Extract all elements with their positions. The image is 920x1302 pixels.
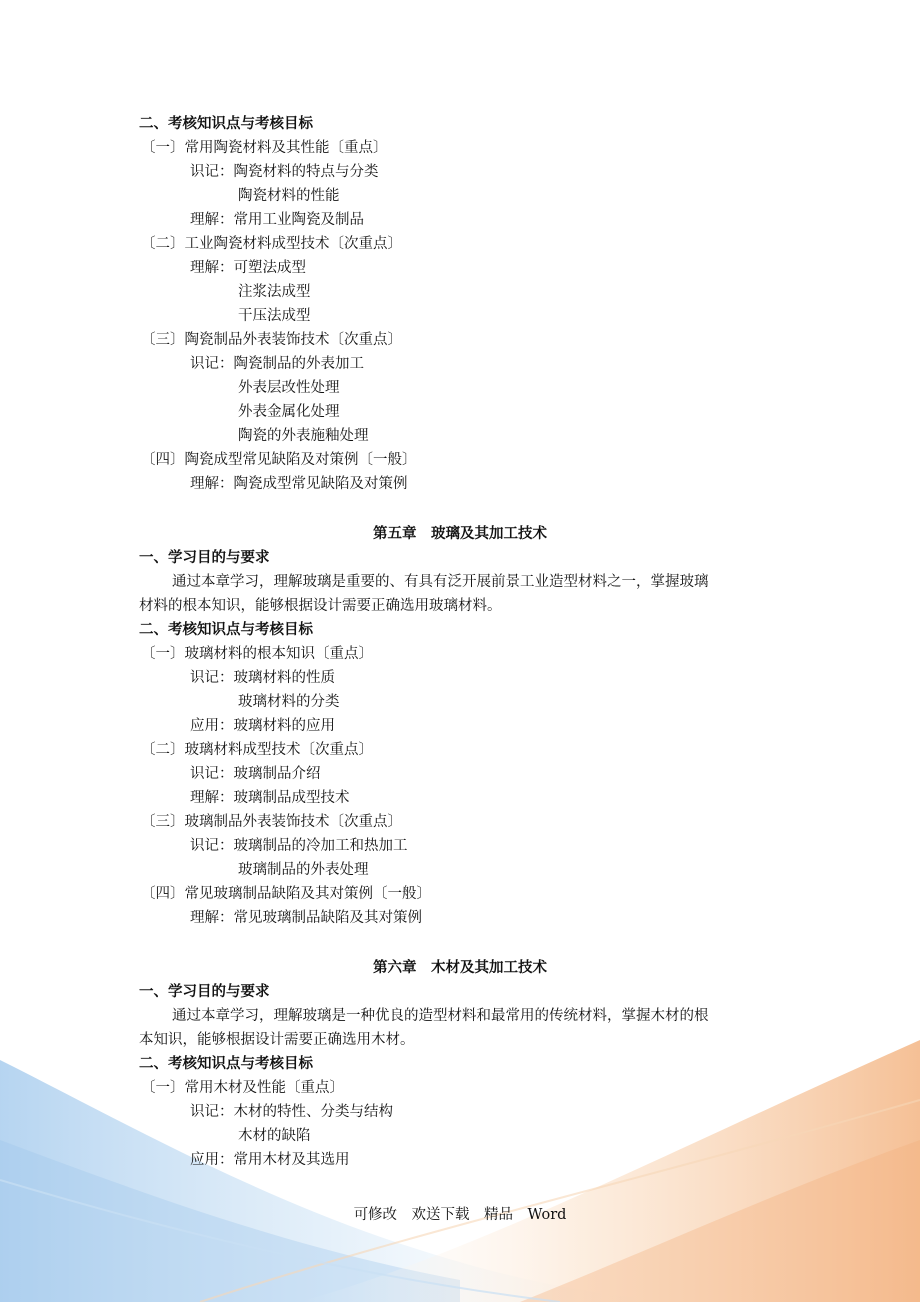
outline-subitem: 识记：玻璃材料的性质 bbox=[190, 670, 335, 686]
section-heading: 一、学习目的与要求 bbox=[139, 550, 270, 566]
outline-subitem: 识记：陶瓷制品的外表加工 bbox=[190, 356, 364, 372]
outline-subitem: 陶瓷的外表施釉处理 bbox=[238, 428, 369, 444]
outline-subitem: 理解：可塑法成型 bbox=[190, 260, 306, 276]
chapter-title: 第五章 玻璃及其加工技术 bbox=[373, 526, 547, 542]
outline-subitem: 识记：玻璃制品的冷加工和热加工 bbox=[190, 838, 408, 854]
page-footer: 可修改 欢送下载 精品 Word bbox=[353, 1207, 567, 1223]
outline-subitem: 理解：陶瓷成型常见缺陷及对策例 bbox=[190, 476, 408, 492]
outline-subitem: 干压法成型 bbox=[238, 308, 311, 324]
outline-item: 〔三〕玻璃制品外表装饰技术〔次重点〕 bbox=[141, 814, 402, 830]
outline-subitem: 识记：陶瓷材料的特点与分类 bbox=[190, 164, 379, 180]
outline-subitem: 应用：常用木材及其选用 bbox=[190, 1152, 350, 1168]
paragraph-line: 通过本章学习，理解玻璃是重要的、有具有泛开展前景工业造型材料之一，掌握玻璃 bbox=[172, 574, 709, 590]
outline-subitem: 理解：常用工业陶瓷及制品 bbox=[190, 212, 364, 228]
outline-subitem: 理解：常见玻璃制品缺陷及其对策例 bbox=[190, 910, 422, 926]
outline-subitem: 外表层改性处理 bbox=[238, 380, 340, 396]
outline-subitem: 识记：玻璃制品介绍 bbox=[190, 766, 321, 782]
outline-item: 〔三〕陶瓷制品外表装饰技术〔次重点〕 bbox=[141, 332, 402, 348]
outline-item: 〔二〕工业陶瓷材料成型技术〔次重点〕 bbox=[141, 236, 402, 252]
outline-subitem: 外表金属化处理 bbox=[238, 404, 340, 420]
outline-subitem: 识记：木材的特性、分类与结构 bbox=[190, 1104, 393, 1120]
section-heading: 二、考核知识点与考核目标 bbox=[139, 1056, 313, 1072]
chapter-title: 第六章 木材及其加工技术 bbox=[373, 960, 547, 976]
outline-subitem: 理解：玻璃制品成型技术 bbox=[190, 790, 350, 806]
outline-item: 〔四〕陶瓷成型常见缺陷及对策例〔一般〕 bbox=[141, 452, 417, 468]
outline-item: 〔一〕玻璃材料的根本知识〔重点〕 bbox=[141, 646, 373, 662]
outline-item: 〔一〕常用陶瓷材料及其性能〔重点〕 bbox=[141, 140, 388, 156]
outline-subitem: 陶瓷材料的性能 bbox=[238, 188, 340, 204]
outline-subitem: 应用：玻璃材料的应用 bbox=[190, 718, 335, 734]
outline-item: 〔一〕常用木材及性能〔重点〕 bbox=[141, 1080, 344, 1096]
outline-subitem: 木材的缺陷 bbox=[238, 1128, 311, 1144]
outline-subitem: 注浆法成型 bbox=[238, 284, 311, 300]
section-heading: 二、考核知识点与考核目标 bbox=[139, 622, 313, 638]
outline-subitem: 玻璃制品的外表处理 bbox=[238, 862, 369, 878]
paragraph-line: 本知识，能够根据设计需要正确选用木材。 bbox=[139, 1032, 415, 1048]
section-heading: 一、学习目的与要求 bbox=[139, 984, 270, 1000]
section-heading: 二、考核知识点与考核目标 bbox=[139, 116, 313, 132]
paragraph-line: 材料的根本知识，能够根据设计需要正确选用玻璃材料。 bbox=[139, 598, 502, 614]
outline-item: 〔二〕玻璃材料成型技术〔次重点〕 bbox=[141, 742, 373, 758]
paragraph-line: 通过本章学习，理解玻璃是一种优良的造型材料和最常用的传统材料，掌握木材的根 bbox=[172, 1008, 709, 1024]
outline-item: 〔四〕常见玻璃制品缺陷及其对策例〔一般〕 bbox=[141, 886, 431, 902]
outline-subitem: 玻璃材料的分类 bbox=[238, 694, 340, 710]
